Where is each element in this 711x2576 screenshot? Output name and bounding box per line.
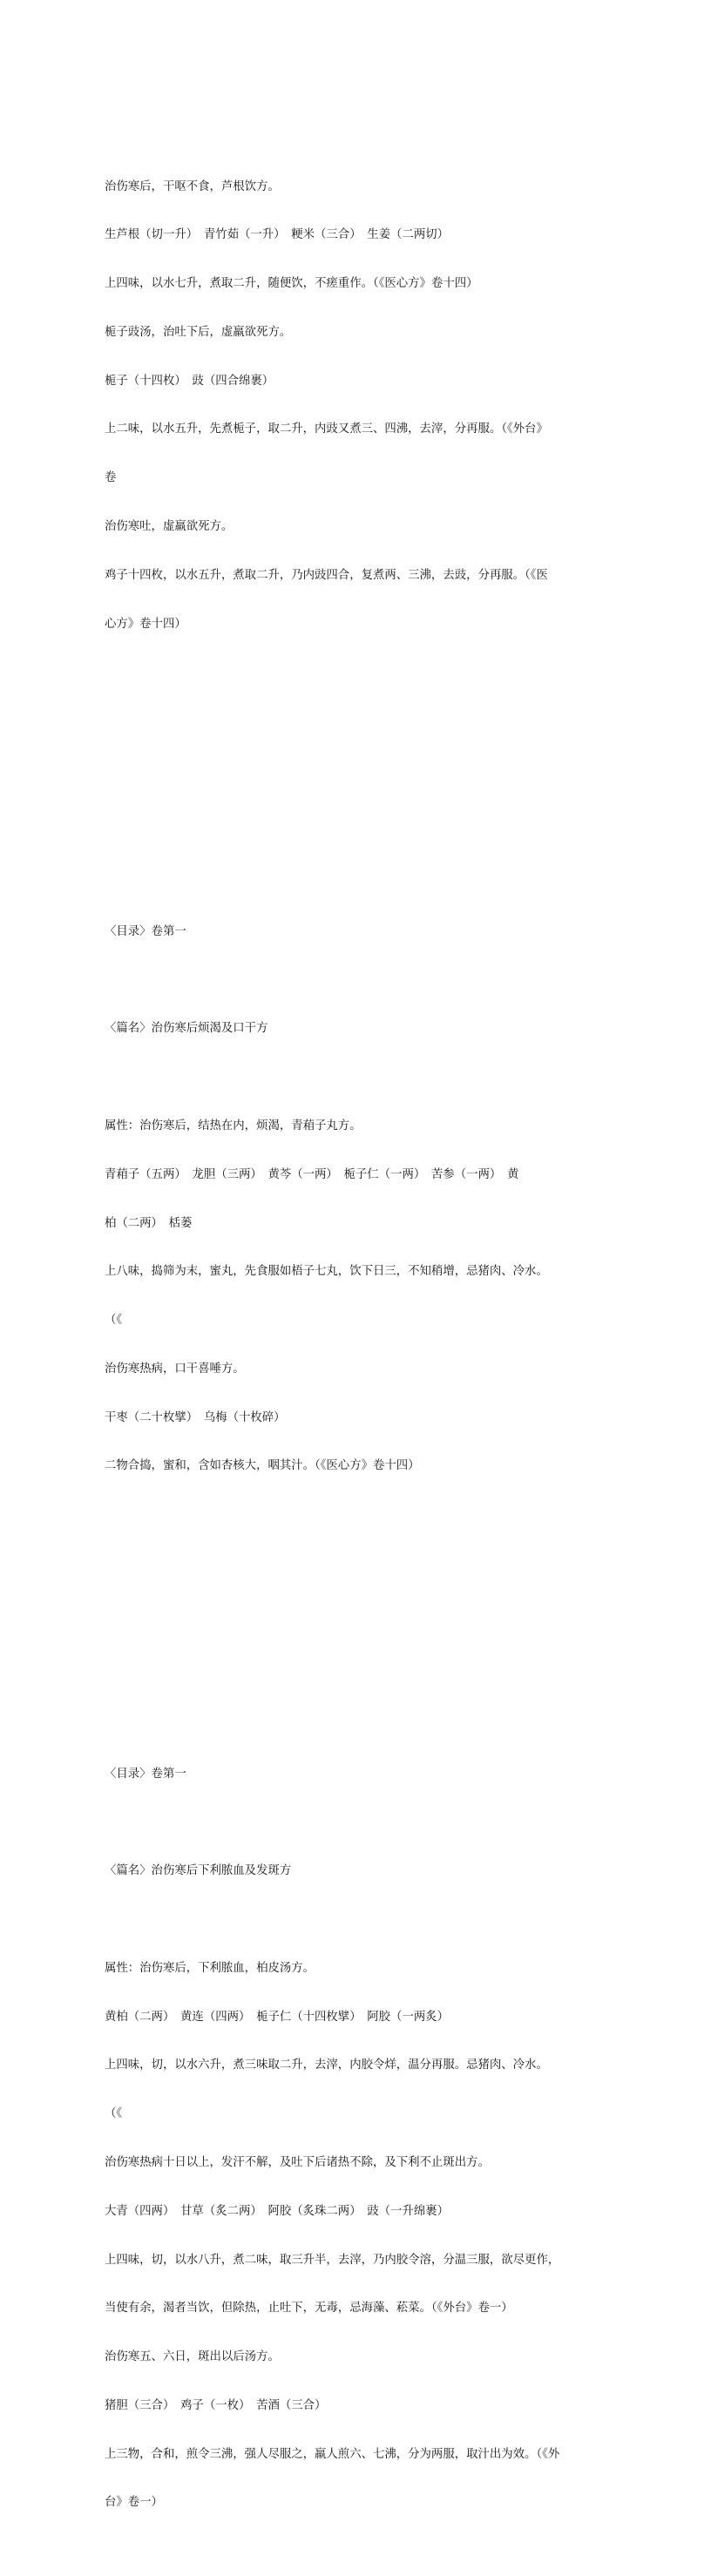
text-line: 鸡子十四枚，以水五升，煮取二升，乃内豉四合，复煮两、三沸，去豉，分再服。（《医 (105, 568, 548, 582)
text-line: 当使有余，渴者当饮，但除热，止吐下，无毒，忌海藻、菘菜。（《外台》卷一） (105, 2302, 513, 2316)
spacer (105, 1556, 592, 1572)
section-2 (105, 892, 592, 1508)
text-line: 柏（二两） 栝蒌 (105, 1216, 193, 1230)
text-line: 上二味，以水五升，先煮栀子，取二升，内豉又煮三、四沸，去滓，分再服。（《外台》 (105, 423, 548, 436)
text-line: 干枣（二十枚擘） 乌梅（十枚碎） (105, 1410, 286, 1424)
text-line: 大青（四两） 甘草（炙二两） 阿胶（炙珠二两） 豉（一升绵裹） (105, 2204, 450, 2218)
spacer (105, 811, 592, 828)
text-line: 属性：治伤寒后，下利脓血，柏皮汤方。 (105, 1961, 315, 1975)
spacer (105, 1815, 592, 1832)
text-line: 治伤寒五、六日，斑出以后汤方。 (105, 2350, 280, 2364)
text-line: 治伤寒后，干呕不食，芦根饮方。 (105, 179, 280, 193)
text-line: 栀子豉汤，治吐下后，虚羸欲死方。 (105, 325, 292, 339)
text-line: 上四味，以水七升，煮取二升，随便饮，不瘥重作。（《医心方》卷十四） (105, 277, 478, 291)
spacer (105, 1605, 592, 1621)
text-line: 二物合捣，蜜和，含如杏核大，咽其汁。（《医心方》卷十四） (105, 1459, 420, 1473)
catalog-heading: 〈目录〉卷第一 (105, 924, 186, 938)
text-line: 上八味，捣筛为末，蜜丸，先食服如梧子七丸，饮下日三，不知稍增，忌猪肉、冷水。 (105, 1265, 548, 1279)
text-line: （《 (105, 2107, 123, 2121)
text-line: 上四味，切，以水六升，煮三味取二升，去滓，内胶令烊，温分再服。忌猪肉、冷水。 (105, 2059, 548, 2072)
spacer (105, 1070, 592, 1086)
spacer (105, 713, 592, 730)
text-line: 黄柏（二两） 黄连（四两） 栀子仁（十四枚擘） 阿胶（一两炙） (105, 2010, 450, 2024)
spacer (105, 762, 592, 779)
text-line: 青葙子（五两） 龙胆（三两） 黄芩（一两） 栀子仁（一两） 苦参（一两） 黄 (105, 1167, 519, 1181)
text-line: 治伤寒热病，口干喜唾方。 (105, 1362, 245, 1376)
text-line: 上四味，切，以水八升，煮二味，取三升半，去滓，乃内胶令溶，分温三服，欲尽更作， (105, 2253, 560, 2267)
text-line: 上三物，合和，煎令三沸，强人尽服之，羸人煎六、七沸，分为两服，取汁出为效。（《外 (105, 2447, 560, 2461)
catalog-heading: 〈目录〉卷第一 (105, 1767, 186, 1781)
text-line: 治伤寒吐，虚羸欲死方。 (105, 520, 234, 534)
text-line: （《 (105, 1314, 123, 1328)
section-1 (105, 146, 592, 665)
text-line: 台》卷一） (105, 2496, 163, 2510)
text-line: 属性：治伤寒后，结热在内，烦渴，青葙子丸方。 (105, 1119, 362, 1132)
spacer (105, 1653, 592, 1670)
text-line: 卷 (105, 471, 117, 485)
text-line: 治伤寒热病十日以上，发汗不解，及吐下后诸热不除，及下利不止斑出方。 (105, 2156, 490, 2169)
spacer (105, 1912, 592, 1929)
spacer (105, 973, 592, 990)
text-line: 心方》卷十四） (105, 617, 186, 631)
text-line: 栀子（十四枚） 豉（四合绵裹） (105, 374, 274, 388)
text-line: 猪胆（三合） 鸡子（一枚） 苦酒（三合） (105, 2398, 327, 2412)
chapter-title: 〈篇名〉治伤寒后下利脓血及发斑方 (105, 1864, 292, 1878)
chapter-title: 〈篇名〉治伤寒后烦渴及口干方 (105, 1022, 268, 1036)
section-3 (105, 1734, 592, 2545)
document-page (105, 82, 592, 2576)
text-line: 生芦根（切一升） 青竹茹（一升） 粳米（三合） 生姜（二两切） (105, 228, 450, 242)
